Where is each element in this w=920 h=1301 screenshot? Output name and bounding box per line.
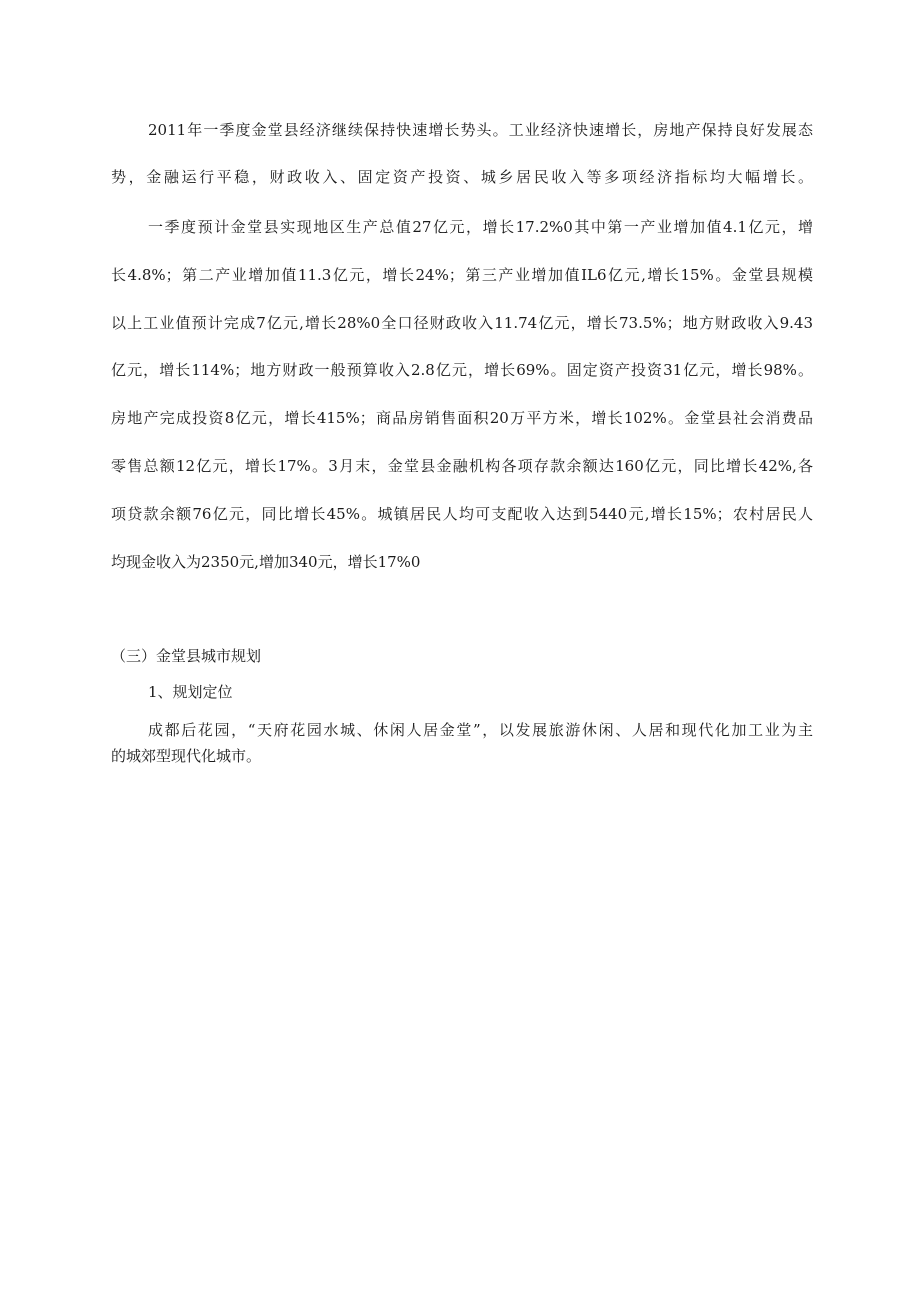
- indicators-paragraph-line-8: 均现金收入为2350元,增加340元，增长17%0: [111, 553, 421, 571]
- positioning-paragraph-line-2: 的城郊型现代化城市。: [111, 747, 262, 765]
- indicators-paragraph-line-1: 一季度预计金堂县实现地区生产总值27亿元，增长17.2%0其中第一产业增加值4.1亿元，增: [148, 218, 813, 236]
- positioning-paragraph-line-1: 成都后花园，“天府花园水城、休闲人居金堂”，以发展旅游休闲、人居和现代化加工业为主: [148, 721, 813, 739]
- indicators-paragraph-line-6: 零售总额12亿元，增长17%。3月末，金堂县金融机构各项存款余额达160亿元，同比增长42%,各: [111, 457, 813, 475]
- indicators-paragraph-line-5: 房地产完成投资8亿元，增长415%；商品房销售面积20万平方米，增长102%。金堂县社会消费品: [111, 409, 813, 427]
- indicators-paragraph-line-3: 以上工业值预计完成7亿元,增长28%0全口径财政收入11.74亿元，增长73.5%；地方财政收入9.43: [111, 314, 813, 332]
- section-heading: （三）金堂县城市规划: [111, 647, 262, 665]
- indicators-paragraph-line-7: 项贷款余额76亿元，同比增长45%。城镇居民人均可支配收入达到5440元,增长15%；农村居民人: [111, 505, 813, 523]
- summary-paragraph-line-1: 2011年一季度金堂县经济继续保持快速增长势头。工业经济快速增长，房地产保持良好发展态: [148, 121, 813, 139]
- indicators-paragraph-line-2: 长4.8%；第二产业增加值11.3亿元，增长24%；第三产业增加值IL6亿元,增长15%。金堂县规模: [111, 266, 813, 284]
- indicators-paragraph-line-4: 亿元，增长114%；地方财政一般预算收入2.8亿元，增长69%。固定资产投资31亿元，增长98%。: [111, 361, 813, 379]
- subsection-heading: 1、规划定位: [148, 683, 233, 701]
- summary-paragraph-line-2: 势，金融运行平稳，财政收入、固定资产投资、城乡居民收入等多项经济指标均大幅增长。: [111, 168, 813, 186]
